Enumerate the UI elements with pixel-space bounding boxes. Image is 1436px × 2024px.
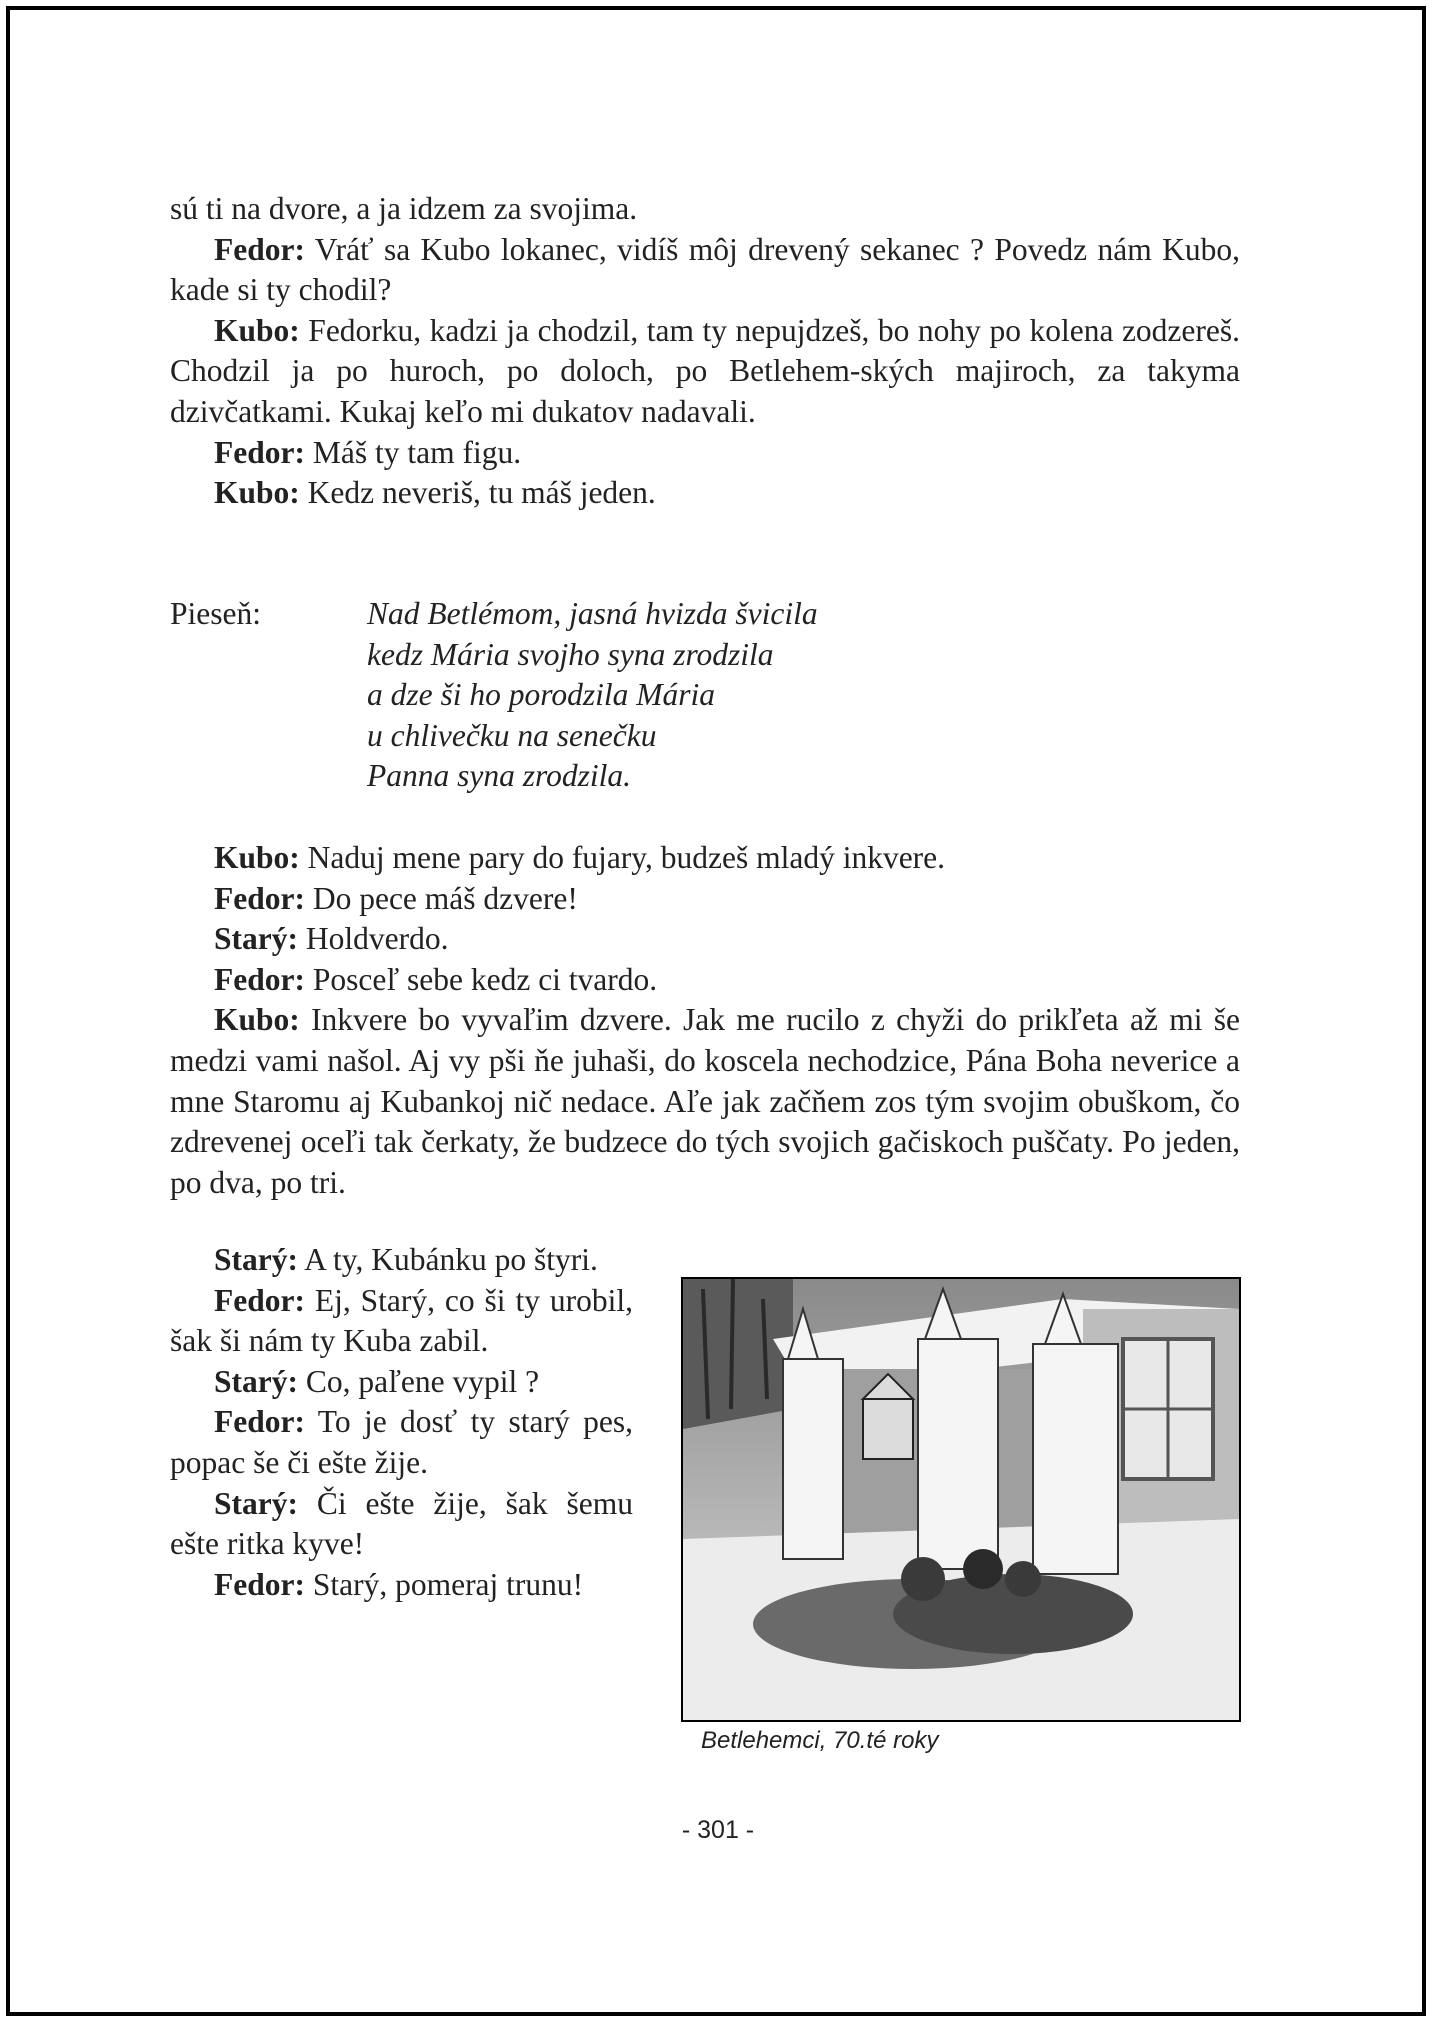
speaker-label: Fedor:	[214, 1566, 305, 1602]
speaker-label: Starý:	[214, 921, 298, 957]
speaker-label: Starý:	[214, 1242, 298, 1277]
song-line: Panna syna zrodzila.	[367, 758, 631, 794]
dialogue-text: Fedorku, kadzi ja chodzil, tam ty nepujdzeš, bo nohy po kolena zodzereš. Chodzil ja po huroch, po doloch, po Betlehem-ských majiroch, za takyma dzivčatkami. Kukaj keľo mi dukatov nadavali.	[170, 312, 1240, 429]
paragraph	[170, 1565, 633, 1606]
speaker-label: Fedor:	[214, 1282, 305, 1318]
speaker-label: Kubo:	[214, 840, 300, 875]
speaker-label: Fedor:	[214, 1404, 305, 1440]
photo-caption: Betlehemci, 70.té roky	[701, 1727, 939, 1754]
paragraph	[170, 189, 1240, 230]
paragraph	[170, 1484, 633, 1565]
paragraph	[170, 311, 1240, 433]
speaker-label: Fedor:	[214, 880, 305, 916]
song-line: kedz Mária svojho syna zrodzila	[367, 636, 774, 672]
speaker-label: Kubo:	[214, 312, 300, 348]
paragraph	[170, 838, 1240, 879]
speaker-label: Starý:	[214, 1363, 298, 1399]
dialogue-text: Inkvere bo vyvaľim dzvere. Jak me rucilo z chyži do prikľeta až mi še medzi vami našol. Aj vy pši ňe juhaši, do koscela nechodzice, Pána Boha neverice a mne Staromu aj Kubankoj nič nedace. Aľe jak začňem zos tým svojim obuškom, čo zdrevenej oceľi tak čerkaty, že budzece do tých svojich gačiskoch puščaty. Po jeden, po dva, po tri.	[170, 1002, 1240, 1200]
dialogue-text: Starý, pomeraj trunu!	[304, 1566, 584, 1602]
paragraph	[170, 433, 1240, 474]
dialogue-middle	[170, 838, 1240, 1203]
song-label: Pieseň:	[170, 596, 261, 631]
paragraph	[170, 1362, 633, 1403]
dialogue-text: sú ti na dvore, a ja idzem za svojima.	[170, 191, 638, 226]
page-number: - 301 -	[681, 1816, 755, 1844]
photo-illustration	[683, 1279, 1239, 1720]
dialogue-text: A ty, Kubánku po štyri.	[297, 1242, 598, 1277]
dialogue-text: Ej, Starý, co ši ty urobil, šak ši nám ty Kuba zabil.	[170, 1282, 633, 1359]
dialogue-narrow	[170, 1240, 633, 1605]
paragraph	[170, 960, 1240, 1001]
dialogue-text: Do pece máš dzvere!	[304, 880, 578, 916]
paragraph	[170, 1281, 633, 1362]
dialogue-top	[170, 189, 1240, 514]
dialogue-text: Co, paľene vypil ?	[297, 1363, 540, 1399]
dialogue-text: Kedz neveriš, tu máš jeden.	[299, 475, 656, 511]
song-line: Nad Betlémom, jasná hvizda švicila	[367, 596, 818, 631]
paragraph	[170, 919, 1240, 960]
paragraph	[170, 1240, 633, 1281]
song-line: u chlivečku na senečku	[367, 717, 657, 753]
dialogue-text: Máš ty tam figu.	[304, 434, 522, 470]
song-lines	[367, 594, 818, 797]
paragraph	[170, 473, 1240, 514]
dialogue-text: Holdverdo.	[297, 921, 449, 957]
speaker-label: Fedor:	[214, 231, 305, 267]
dialogue-text: To je dosť ty starý pes, popac še či ešte žije.	[170, 1404, 633, 1480]
speaker-label: Starý:	[214, 1485, 298, 1521]
photo-betlehemci	[681, 1277, 1241, 1722]
dialogue-text: Posceľ sebe kedz ci tvardo.	[304, 961, 658, 997]
song-line: a dze ši ho porodzila Mária	[367, 677, 715, 713]
dialogue-text: Naduj mene pary do fujary, budzeš mladý inkvere.	[299, 840, 946, 875]
dialogue-text: Vráť sa Kubo lokanec, vidíš môj drevený sekanec ? Povedz nám Kubo, kade si ty chodil?	[170, 231, 1240, 308]
paragraph	[170, 1402, 633, 1483]
paragraph	[170, 1000, 1240, 1203]
paragraph	[170, 230, 1240, 311]
dialogue-text: Či ešte žije, šak šemu ešte ritka kyve!	[170, 1485, 633, 1562]
speaker-label: Fedor:	[214, 961, 305, 997]
speaker-label: Fedor:	[214, 434, 305, 470]
speaker-label: Kubo:	[214, 475, 300, 511]
paragraph	[170, 879, 1240, 920]
speaker-label: Kubo:	[214, 1002, 300, 1038]
